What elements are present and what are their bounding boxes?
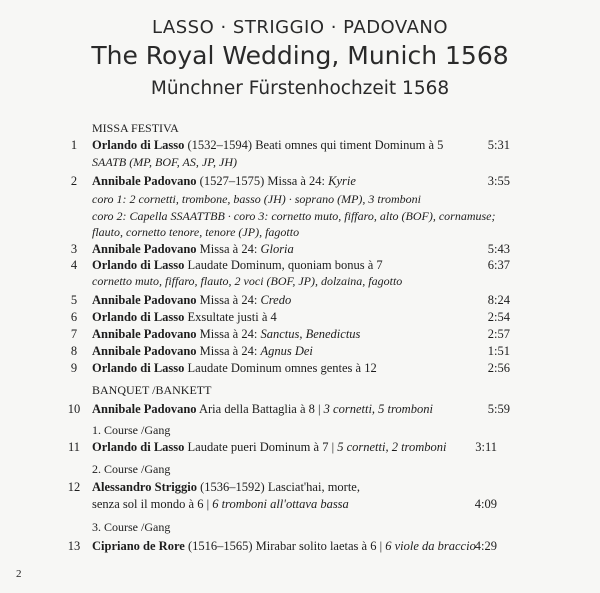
track-9 (92, 361, 377, 376)
track-1 (92, 138, 443, 153)
track-11 (92, 440, 446, 455)
work-title: Beati omnes qui timent Dominum à 5 (255, 138, 444, 152)
work-movement: Gloria (260, 242, 294, 256)
composer: Annibale Padovano (92, 174, 197, 188)
track-duration: 2:56 (487, 361, 510, 375)
work-movement: Sanctus, Benedictus (260, 327, 361, 341)
work-title: Missa à 24: (199, 344, 258, 358)
album-title: The Royal Wedding, Munich 1568 (91, 41, 509, 70)
section-banquet: BANQUET /BANKETT (92, 383, 212, 397)
track-duration: 2:57 (487, 327, 510, 341)
track-number: 4 (70, 258, 78, 272)
track-duration: 4:09 (474, 497, 497, 511)
work-title: Mirabar solito laetas à 6 | (255, 539, 383, 553)
track-number: 9 (70, 361, 78, 375)
section-missa-festiva: MISSA FESTIVA (92, 121, 179, 135)
track-duration: 8:24 (487, 293, 510, 307)
track-number: 8 (70, 344, 78, 358)
track-2 (92, 174, 356, 189)
dates: (1532–1594) (187, 138, 253, 152)
composer: Alessandro Striggio (92, 480, 197, 494)
composer: Annibale Padovano (92, 327, 197, 341)
composer: Annibale Padovano (92, 344, 197, 358)
track-12-continued (92, 497, 349, 512)
work-title: Lasciat'hai, morte, (267, 480, 360, 494)
composer: Annibale Padovano (92, 293, 197, 307)
composer: Orlando di Lasso (92, 361, 185, 375)
work-title: Missa à 24: (267, 174, 326, 188)
track-number: 3 (70, 242, 78, 256)
track-scoring: cornetto muto, fiffaro, flauto, 2 voci (BOF, JP), dolzaina, fagotto (92, 274, 403, 288)
work-title: Aria della Battaglia à 8 | (198, 402, 321, 416)
track-number: 7 (70, 327, 78, 341)
track-scoring: SAATB (MP, BOF, AS, JP, JH) (92, 155, 237, 169)
work-scoring: 3 cornetti, 5 tromboni (323, 402, 433, 416)
composer: Orlando di Lasso (92, 138, 185, 152)
work-title: Laudate Dominum omnes gentes à 12 (187, 361, 377, 375)
dates: (1516–1565) (187, 539, 253, 553)
track-number: 2 (70, 174, 78, 188)
work-movement: Agnus Dei (260, 344, 313, 358)
course-heading: 2. Course /Gang (92, 462, 171, 476)
work-title: Missa à 24: (199, 293, 258, 307)
track-4 (92, 258, 383, 273)
page-number: 2 (16, 568, 22, 580)
work-scoring: 6 viole da braccio (385, 539, 476, 553)
track-number: 13 (67, 539, 81, 553)
track-duration: 4:29 (474, 539, 497, 553)
dates: (1536–1592) (200, 480, 265, 494)
track-duration: 5:43 (487, 242, 510, 256)
track-scoring: coro 1: 2 cornetti, trombone, basso (JH) · soprano (MP), 3 tromboni (92, 192, 421, 206)
track-3 (92, 242, 294, 257)
track-duration: 5:31 (487, 138, 510, 152)
work-movement: Credo (260, 293, 292, 307)
course-heading: 3. Course /Gang (92, 520, 171, 534)
track-duration: 1:51 (487, 344, 510, 358)
work-movement: Kyrie (328, 174, 356, 188)
track-scoring: flauto, cornetto tenore, tenore (JP), fagotto (92, 225, 300, 239)
track-duration: 5:59 (487, 402, 510, 416)
track-number: 1 (70, 138, 78, 152)
track-number: 5 (70, 293, 78, 307)
composer: Annibale Padovano (92, 242, 197, 256)
track-scoring: coro 2: Capella SSAATTBB · coro 3: cornetto muto, fiffaro, alto (BOF), cornamuse; (92, 209, 496, 223)
work-title: Exsultate justi à 4 (187, 310, 277, 324)
track-duration: 6:37 (487, 258, 510, 272)
track-5 (92, 293, 291, 308)
work-title: Missa à 24: (199, 242, 258, 256)
work-title-continued: senza sol il mondo à 6 | (92, 497, 210, 511)
track-13 (92, 539, 476, 554)
album-subtitle: Münchner Fürstenhochzeit 1568 (150, 78, 450, 99)
dates: (1527–1575) (199, 174, 265, 188)
composer: Orlando di Lasso (92, 440, 185, 454)
track-duration: 3:11 (475, 440, 497, 454)
composer: Orlando di Lasso (92, 310, 185, 324)
track-12 (92, 480, 360, 495)
work-title: Missa à 24: (199, 327, 258, 341)
track-7 (92, 327, 360, 342)
track-10 (92, 402, 433, 417)
track-duration: 3:55 (487, 174, 510, 188)
track-6 (92, 310, 277, 325)
composer: Annibale Padovano (92, 402, 197, 416)
work-title: Laudate pueri Dominum à 7 | (187, 440, 335, 454)
track-number: 6 (70, 310, 78, 324)
track-number: 11 (67, 440, 81, 454)
work-title: Laudate Dominum, quoniam bonus à 7 (187, 258, 383, 272)
work-scoring: 5 cornetti, 2 tromboni (337, 440, 447, 454)
work-scoring: 6 tromboni all'ottava bassa (212, 497, 349, 511)
composer: Cipriano de Rore (92, 539, 185, 553)
track-number: 12 (67, 480, 81, 494)
track-number: 10 (67, 402, 81, 416)
composer: Orlando di Lasso (92, 258, 185, 272)
course-heading: 1. Course /Gang (92, 423, 171, 437)
composers-line: LASSO · STRIGGIO · PADOVANO (151, 17, 449, 38)
track-duration: 2:54 (487, 310, 510, 324)
track-8 (92, 344, 313, 359)
